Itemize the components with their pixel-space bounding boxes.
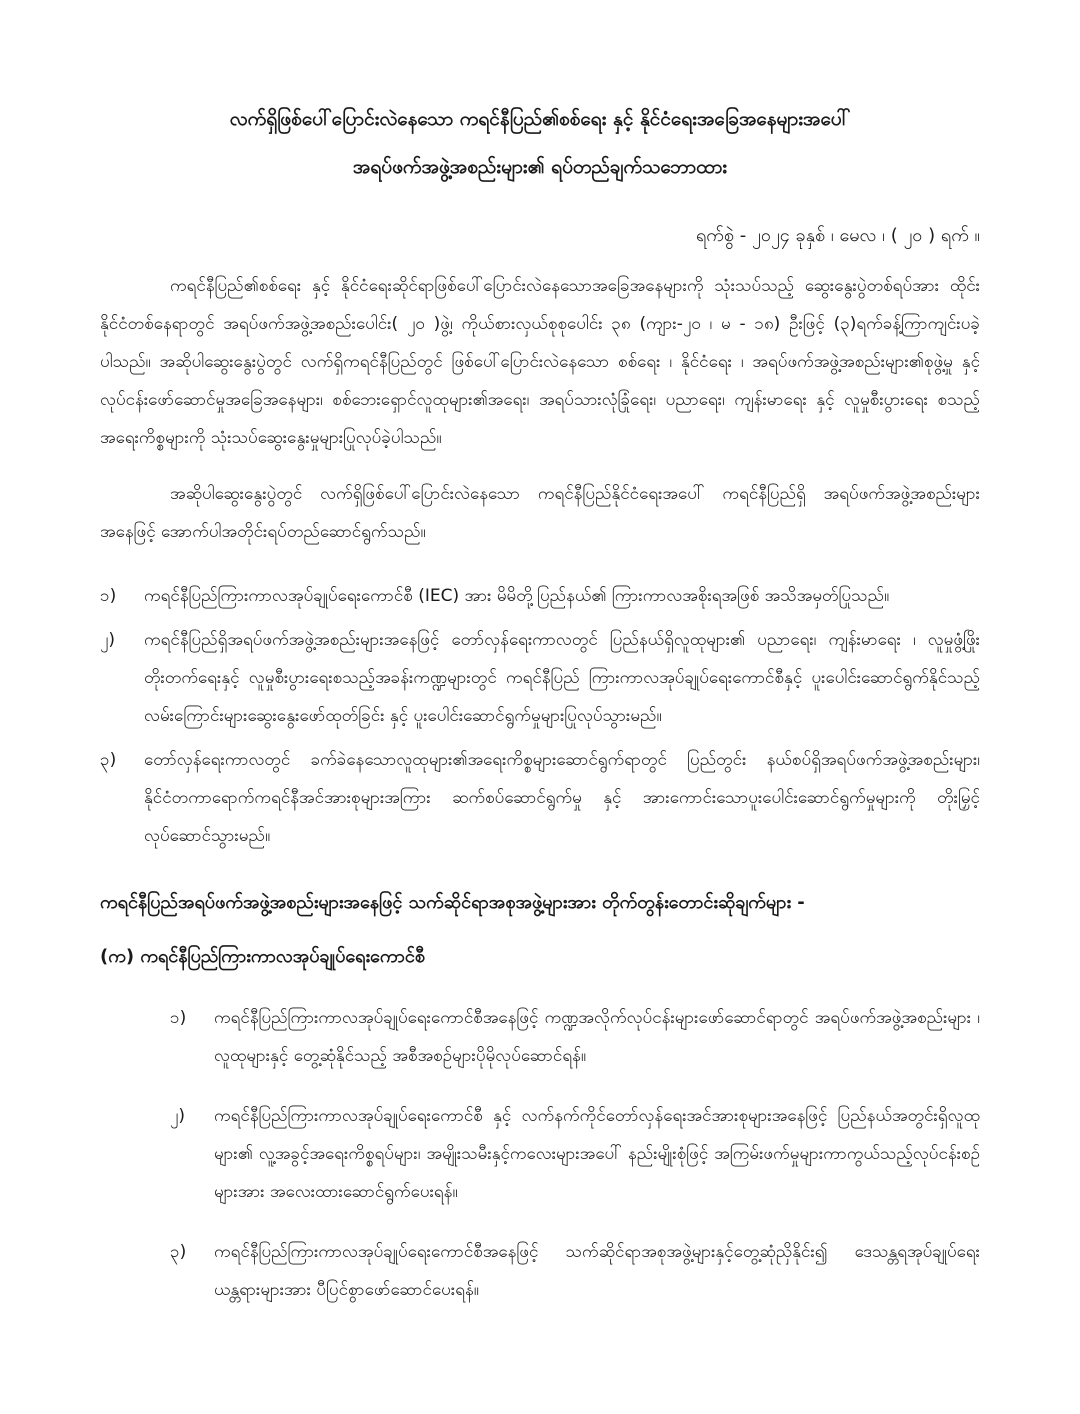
title-line-1: လက်ရှိဖြစ်ပေါ်ပြောင်းလဲနေသော ကရင်နီပြည်၏စစ်ရေး နှင့် နိုင်ငံရေးအခြေအနေများအပေါ်	[229, 108, 851, 130]
point-text: ကရင်နီပြည်ကြားကာလအုပ်ချုပ်ရေးကောင်စီ (IEC) အား မိမိတို့ပြည်နယ်၏ ကြားကာလအစိုးရအဖြစ် အသိအမှတ်ပြုသည်။	[144, 586, 890, 606]
statement-date: ရက်စွဲ - ၂၀၂၄ ခုနှစ် ၊ မေလ ၊ ( ၂၀ ) ရက် ။	[695, 225, 980, 246]
point-text: ကရင်နီပြည်ရှိအရပ်ဖက်အဖွဲ့အစည်းများအနေဖြင့် တော်လှန်ရေးကာလတွင် ပြည်နယ်ရှိလူထုများ၏ ပညာရေး၊ ကျန်းမာရေး ၊ လူမှုဖွံ့ဖြိုးတိုးတက်ရေးနှင့် လူမှုစီးပွားရေးစသည့်အခန်းကဏ္ဍများတွင် ကရင်နီပြည် ကြားကာလအုပ်ချုပ်ရေးကောင်စီနှင့် ပူးပေါင်းဆောင်ရွက်နိုင်သည့် လမ်းကြောင်းများဆွေးနွေးဖော်ထုတ်ခြင်း နှင့် ပူးပေါင်းဆောင်ရွက်မှုများပြုလုပ်သွားမည်။	[144, 630, 980, 726]
point-number: ၁)	[100, 586, 117, 606]
intro-paragraph-2: အဆိုပါဆွေးနွေးပွဲတွင် လက်ရှိဖြစ်ပေါ်ပြောင်းလဲနေသော ကရင်နီပြည်နိုင်ငံရေးအပေါ် ကရင်နီပြည်ရှိ အရပ်ဖက်အဖွဲ့အစည်းများအနေဖြင့် အောက်ပါအတိုင်းရပ်တည်ဆောင်ရွက်သည်။	[100, 484, 980, 542]
demand-text: ကရင်နီပြည်ကြားကာလအုပ်ချုပ်ရေးကောင်စီ နှင့် လက်နက်ကိုင်တော်လှန်ရေးအင်အားစုများအနေဖြင့် ပြည်နယ်အတွင်းရှိလူထုများ၏ လူ့အခွင့်အရေးကိစ္စရပ်များ၊ အမျိုးသမီးနှင့်ကလေးများအပေါ် နည်းမျိုးစုံဖြင့် အကြမ်းဖက်မှုများကာကွယ်သည့်လုပ်ငန်းစဉ်များအား အလေးထားဆောင်ရွက်ပေးရန်။	[214, 1106, 980, 1202]
point-number: ၃)	[100, 750, 117, 770]
demand-item	[170, 1097, 980, 1211]
demand-number: ၁)	[170, 1008, 187, 1028]
point-text: တော်လှန်ရေးကာလတွင် ခက်ခဲနေသောလူထုများ၏အရေးကိစ္စများဆောင်ရွက်ရာတွင် ပြည်တွင်း နယ်စပ်ရှိအရပ်ဖက်အဖွဲ့အစည်းများ၊ နိုင်ငံတကာရောက်ကရင်နီအင်အားစုများအကြား ဆက်စပ်ဆောင်ရွက်မှု နှင့် အားကောင်းသောပူးပေါင်းဆောင်ရွက်မှုများကို တိုးမြှင့်လုပ်ဆောင်သွားမည်။	[144, 750, 980, 846]
point-number: ၂)	[100, 630, 115, 650]
position-point	[100, 621, 980, 735]
demands-list	[170, 999, 980, 1309]
intro-paragraph-1: ကရင်နီပြည်၏စစ်ရေး နှင့် နိုင်ငံရေးဆိုင်ရာဖြစ်ပေါ်ပြောင်းလဲနေသောအခြေအနေများကို သုံးသပ်သည့် ဆွေးနွေးပွဲတစ်ရပ်အား ထိုင်းနိုင်ငံတစ်နေရာတွင် အရပ်ဖက်အဖွဲ့အစည်းပေါင်း( ၂၀ )ဖွဲ့၊ ကိုယ်စားလှယ်စုစုပေါင်း ၃၈ (ကျား-၂၀ ၊ မ - ၁၈) ဦးဖြင့် (၃)ရက်ခန့်ကြာကျင်းပခဲ့ပါသည်။ အဆိုပါဆွေးနွေးပွဲတွင် လက်ရှိကရင်နီပြည်တွင် ဖြစ်ပေါ်ပြောင်းလဲနေသော စစ်ရေး ၊ နိုင်ငံရေး ၊ အရပ်ဖက်အဖွဲ့အစည်းများ၏စုဖွဲ့မှု နှင့် လုပ်ငန်းဖော်ဆောင်မှုအခြေအနေများ၊ စစ်ဘေးရှောင်လူထုများ၏အရေး၊ အရပ်သားလုံခြုံရေး၊ ပညာရေး၊ ကျန်းမာရေး နှင့် လူမှုစီးပွားရေး စသည့်အရေးကိစ္စများကို သုံးသပ်ဆွေးနွေးမှုများပြုလုပ်ခဲ့ပါသည်။	[100, 276, 980, 448]
demands-section-heading: ကရင်နီပြည်အရပ်ဖက်အဖွဲ့အစည်းများအနေဖြင့် သက်ဆိုင်ရာအစုအဖွဲ့များအား တိုက်တွန်းတောင်းဆိုချက်များ -	[100, 892, 805, 913]
title-line-2: အရပ်ဖက်အဖွဲ့အစည်းများ၏ ရပ်တည်ချက်သဘောထား	[352, 156, 728, 178]
demand-item	[170, 999, 980, 1075]
demand-text: ကရင်နီပြည်ကြားကာလအုပ်ချုပ်ရေးကောင်စီအနေဖြင့် ကဏ္ဍအလိုက်လုပ်ငန်းများဖော်ဆောင်ရာတွင် အရပ်ဖက်အဖွဲ့အစည်းများ ၊ လူထုများနှင့် တွေ့ဆုံနိုင်သည့် အစီအစဉ်များပိုမိုလုပ်ဆောင်ရန်။	[214, 1008, 980, 1066]
position-point	[100, 577, 980, 615]
demand-text: ကရင်နီပြည်ကြားကာလအုပ်ချုပ်ရေးကောင်စီအနေဖြင့် သက်ဆိုင်ရာအစုအဖွဲ့များနှင့်တွေ့ဆုံညှိနိုင်း၍ ဒေသန္တရအုပ်ချုပ်ရေးယန္တရားများအား ပီပြင်စွာဖော်ဆောင်ပေးရန်။	[214, 1242, 980, 1300]
demand-number: ၂)	[170, 1106, 185, 1126]
position-points-list	[100, 577, 980, 855]
demands-sub-heading: (က) ကရင်နီပြည်ကြားကာလအုပ်ချုပ်ရေးကောင်စီ	[100, 946, 425, 967]
demand-number: ၃)	[170, 1242, 187, 1262]
demand-item	[170, 1233, 980, 1309]
position-point	[100, 741, 980, 855]
